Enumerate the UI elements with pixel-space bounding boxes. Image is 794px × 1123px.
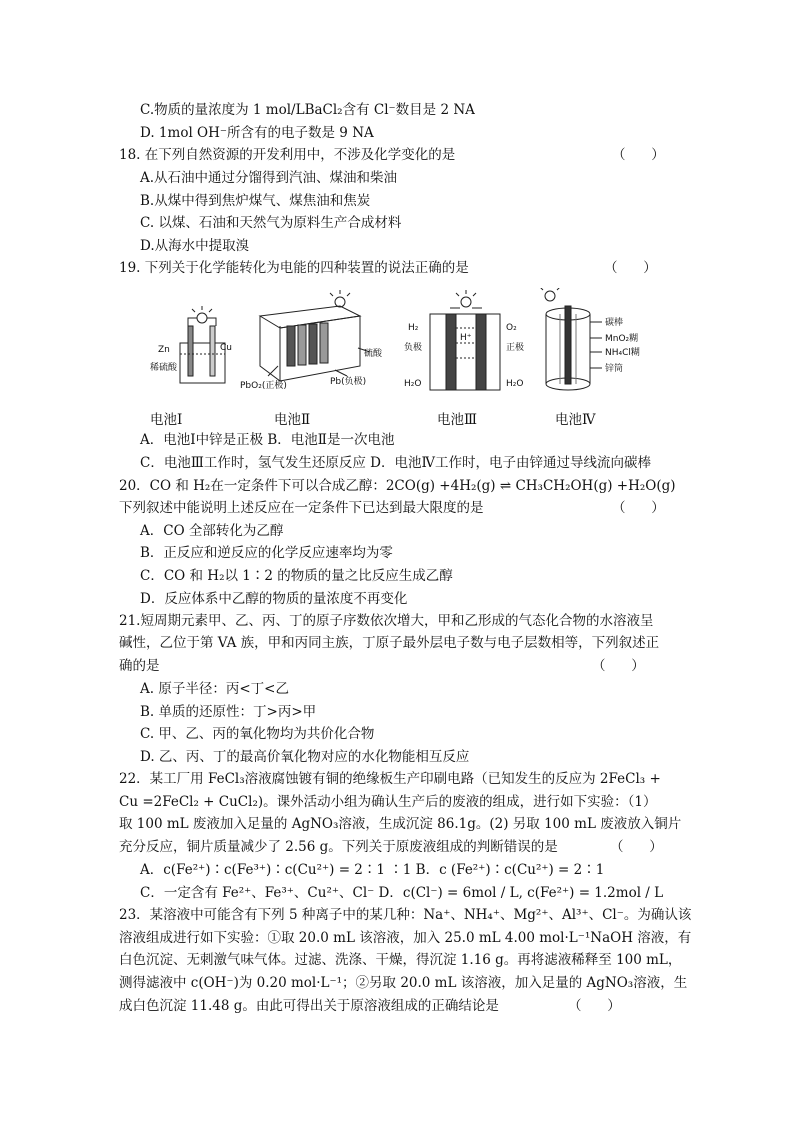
cell-3-diagram	[404, 290, 524, 390]
answer-paren-22: （ ）	[610, 839, 663, 855]
option-17d: D. 1mol OH⁻所含有的电子数是 9 NA	[140, 125, 374, 141]
caption-cell-2: 电池Ⅱ	[274, 412, 311, 428]
cell-4-diagram	[540, 288, 640, 390]
answer-paren-20: （ ）	[612, 500, 665, 516]
cell2-pbo2-label: PbO₂(正极)	[240, 381, 287, 391]
question-22-line4: 充分反应，铜片质量减少了 2.56 g。下列关于原废液组成的判断错误的是	[119, 839, 558, 855]
caption-cell-3: 电池Ⅲ	[437, 412, 478, 428]
option-20d: D．反应体系中乙醇的物质的量浓度不再变化	[140, 591, 408, 607]
option-21c: C. 甲、乙、丙的氧化物均为共价化合物	[140, 726, 375, 742]
option-18b: B.从煤中得到焦炉煤气、煤焦油和焦炭	[140, 193, 371, 209]
question-23-line1: 23．某溶液中可能含有下列 5 种离子中的某几种：Na⁺、NH₄⁺、Mg²⁺、Al³⁺、Cl⁻。为确认该	[119, 907, 692, 923]
option-21b: B. 单质的还原性：丁>丙>甲	[140, 704, 317, 720]
option-17c: C.物质的量浓度为 1 mol/LBaCl₂含有 Cl⁻数目是 2 NA	[140, 102, 475, 118]
question-23-line3: 白色沉淀、无刺激气味气体。过滤、洗涤、干燥，得沉淀 1.16 g。再将滤液稀释至 100 mL，	[119, 952, 682, 968]
answer-paren-21: （ ）	[592, 658, 645, 674]
cell4-mno2-label: MnO₂糊	[605, 334, 639, 344]
question-22-line1: 22．某工厂用 FeCl₃溶液腐蚀镀有铜的绝缘板生产印刷电路（已知发生的反应为 2FeCl₃ +	[119, 771, 661, 787]
cell4-zn-label: 锌筒	[605, 364, 624, 374]
cell4-nh4cl-label: NH₄Cl糊	[605, 348, 640, 358]
options-19cd: C．电池Ⅲ工作时，氢气发生还原反应 D．电池Ⅳ工作时，电子由锌通过导线流向碳棒	[140, 455, 651, 471]
question-21-line2: 碱性，乙位于第 VA 族，甲和丙同主族，丁原子最外层电子数与电子层数相等，下列叙述正	[119, 635, 660, 651]
caption-cell-1: 电池Ⅰ	[150, 412, 183, 428]
cell-1-diagram	[150, 306, 232, 383]
answer-paren-18: （ ）	[612, 147, 665, 163]
options-22ab: A．c(Fe²⁺)∶c(Fe³⁺)∶c(Cu²⁺) = 2∶1 ∶1 B．c (Fe²⁺)∶c(Cu²⁺) = 2∶1	[140, 862, 605, 878]
cell4-carbon-label: 碳棒	[605, 318, 624, 328]
options-19ab: A．电池Ⅰ中锌是正极 B．电池Ⅱ是一次电池	[140, 432, 395, 448]
cell3-neg-label: 负极	[404, 343, 423, 353]
option-20c: C．CO 和 H₂以 1∶2 的物质的量之比反应生成乙醇	[140, 568, 453, 584]
cell1-zn-label: Zn	[158, 345, 170, 355]
question-18: 18. 在下列自然资源的开发利用中，不涉及化学变化的是	[119, 147, 456, 163]
cell3-pos-label: 正极	[506, 343, 525, 353]
question-19: 19. 下列关于化学能转化为电能的四种装置的说法正确的是	[119, 260, 469, 276]
cell1-cu-label: Cu	[220, 343, 232, 353]
question-22-line3: 取 100 mL 废液加入足量的 AgNO₃溶液，生成沉淀 86.1g。(2) 另取 100 mL 废液放入铜片	[119, 816, 682, 832]
cell3-h2-label: H₂	[408, 323, 419, 333]
question-20: 下列叙述中能说明上述反应在一定条件下已达到最大限度的是	[119, 500, 484, 516]
cell2-acid-label: 硫酸	[364, 349, 383, 359]
cell-2-diagram	[240, 290, 383, 391]
question-23-line4: 测得滤液中 c(OH⁻)为 0.20 mol·L⁻¹；②另取 20.0 mL 该溶液，加入足量的 AgNO₃溶液，生	[119, 975, 688, 991]
question-23-line5: 成白色沉淀 11.48 g。由此可得出关于原溶液组成的正确结论是	[119, 998, 499, 1014]
cell1-acid-label: 稀硫酸	[150, 363, 178, 373]
question-22-line2: Cu =2FeCl₂ + CuCl₂)。课外活动小组为确认生产后的废液的组成，进行如下实验：（1）	[119, 794, 657, 810]
cell3-hplus-label: H⁺	[460, 333, 472, 343]
question-21-line1: 21.短周期元素甲、乙、丙、丁的原子序数依次增大，甲和乙形成的气态化合物的水溶液呈	[119, 613, 654, 629]
option-18c: C. 以煤、石油和天然气为原料生产合成材料	[140, 215, 402, 231]
question-21-line3: 确的是	[119, 658, 160, 674]
option-21a: A. 原子半径：丙<丁<乙	[140, 681, 289, 697]
answer-paren-23: （ ）	[568, 998, 621, 1014]
caption-cell-4: 电池Ⅳ	[555, 412, 596, 428]
option-21d: D. 乙、丙、丁的最高价氧化物对应的水化物能相互反应	[140, 749, 470, 765]
cell3-o2-label: O₂	[506, 323, 517, 333]
option-18d: D.从海水中提取溴	[140, 238, 250, 254]
cell3-h2o-left-label: H₂O	[404, 379, 422, 389]
answer-paren-19: （ ）	[604, 260, 657, 276]
options-22cd: C．一定含有 Fe²⁺、Fe³⁺、Cu²⁺、Cl⁻ D．c(Cl⁻) = 6mol / L, c(Fe²⁺) = 1.2mol / L	[140, 885, 664, 901]
option-18a: A.从石油中通过分馏得到汽油、煤油和柴油	[140, 170, 398, 186]
question-23-line2: 溶液组成进行如下实验：①取 20.0 mL 该溶液，加入 25.0 mL 4.00 mol·L⁻¹NaOH 溶液，有	[119, 930, 692, 946]
cell3-h2o-right-label: H₂O	[506, 379, 524, 389]
option-20b: B．正反应和逆反应的化学反应速率均为零	[140, 545, 393, 561]
question-20-equation: 20．CO 和 H₂在一定条件下可以合成乙醇：2CO(g) +4H₂(g) ⇌ CH₃CH₂OH(g) +H₂O(g)	[119, 478, 676, 494]
cell2-pb-label: Pb(负极)	[330, 377, 367, 387]
battery-figure	[150, 288, 670, 398]
option-20a: A．CO 全部转化为乙醇	[140, 523, 284, 539]
